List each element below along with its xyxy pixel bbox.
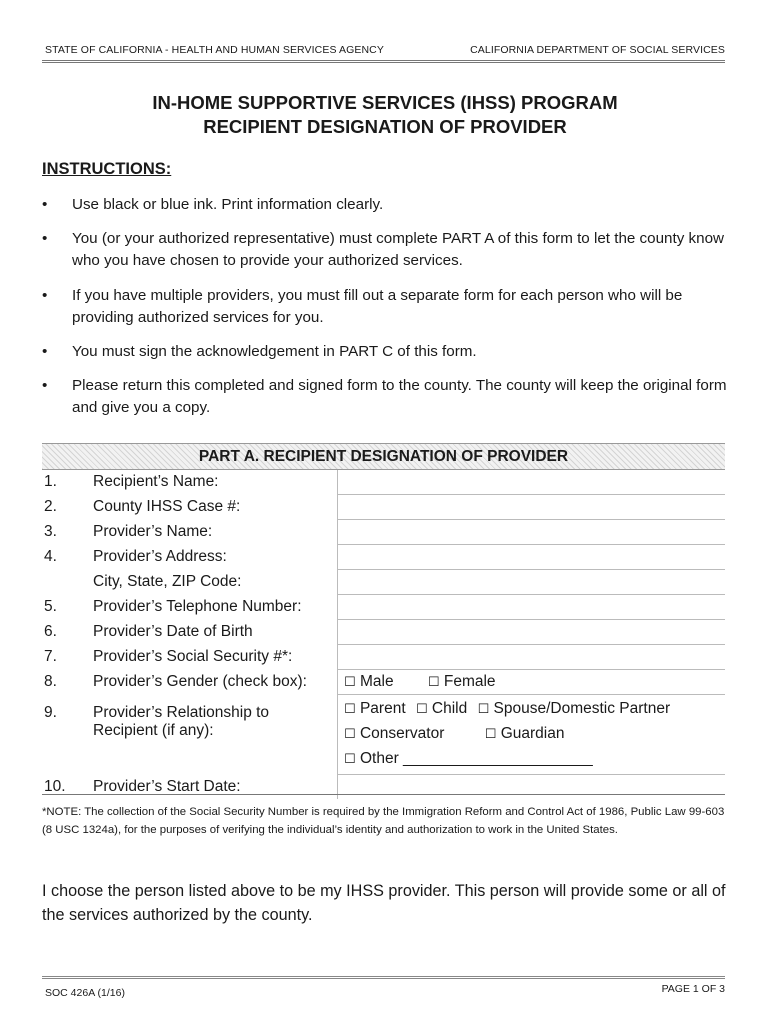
table-row — [42, 775, 725, 800]
row-number: 3. — [44, 523, 57, 540]
bullet-icon: • — [42, 377, 48, 394]
relationship-conservator-option[interactable] — [344, 722, 444, 747]
relationship-label-line1: Provider’s Relationship to — [93, 703, 270, 721]
case-number-field[interactable] — [338, 495, 726, 520]
relationship-label — [93, 695, 338, 775]
option-label: Other ______________________ — [359, 750, 593, 767]
date-of-birth-field[interactable] — [338, 620, 726, 645]
gender-male-option[interactable] — [344, 673, 394, 691]
instruction-text: Please return this completed and signed form to the county. The county will keep the original form and give you a copy. — [72, 377, 727, 416]
relationship-child-option[interactable] — [416, 697, 467, 722]
row-number: 10. — [44, 777, 66, 795]
row-number: 1. — [44, 473, 57, 491]
relationship-options — [338, 695, 726, 775]
table-row — [42, 470, 725, 495]
option-label: Conservator — [359, 725, 445, 742]
gender-label: Provider’s Gender (check box): — [93, 670, 338, 695]
start-date-label: Provider’s Start Date: — [93, 775, 338, 800]
telephone-label: Provider’s Telephone Number: — [93, 595, 338, 620]
instruction-text: You must sign the acknowledgement in PART C of this form. — [72, 343, 477, 360]
part-a-heading: PART A. RECIPIENT DESIGNATION OF PROVIDER — [42, 443, 725, 470]
bullet-icon: • — [42, 230, 48, 247]
telephone-field[interactable] — [338, 595, 726, 620]
row-number: 5. — [44, 598, 57, 615]
checkbox-icon[interactable]: ☐ — [344, 752, 356, 767]
checkbox-icon[interactable]: ☐ — [477, 702, 490, 717]
row-number: 8. — [44, 673, 57, 690]
checkbox-icon[interactable]: ☐ — [427, 675, 440, 690]
table-row — [42, 595, 725, 620]
city-state-zip-field[interactable] — [338, 570, 726, 595]
relationship-guardian-option[interactable] — [485, 722, 565, 747]
option-label: Female — [443, 673, 496, 690]
table-row — [42, 695, 725, 775]
option-label: Male — [359, 673, 394, 690]
provider-name-label: Provider’s Name: — [93, 520, 338, 545]
recipient-name-field[interactable] — [338, 470, 726, 495]
gender-options — [338, 670, 726, 695]
gender-female-option[interactable] — [428, 673, 496, 691]
bullet-icon: • — [42, 287, 48, 304]
relationship-label-line2: Recipient (if any): — [93, 721, 214, 739]
case-number-label: County IHSS Case #: — [93, 495, 338, 520]
row-number — [42, 570, 93, 595]
form-title-line2: RECIPIENT DESIGNATION OF PROVIDER — [203, 116, 567, 137]
option-label: Guardian — [500, 725, 565, 742]
table-row — [42, 645, 725, 670]
checkbox-icon[interactable]: ☐ — [344, 675, 356, 690]
instruction-text: If you have multiple providers, you must fill out a separate form for each person who will be providing authorized services for you. — [72, 287, 683, 326]
bullet-icon: • — [42, 343, 48, 360]
ssn-note: *NOTE: The collection of the Social Security Number is required by the Immigration Reform and Control Act of 1986, Public Law 99-603 (8 USC 1324a), for the purposes of verifying the individual’s identity and authorization to work in the United States. — [42, 806, 725, 836]
part-a-table — [42, 470, 725, 799]
instruction-text: You (or your authorized representative) must complete PART A of this form to let the county know who you have chosen to provide your authorized services. — [72, 230, 724, 269]
provider-address-label: Provider’s Address: — [93, 545, 338, 570]
bullet-icon: • — [42, 196, 48, 213]
recipient-name-label: Recipient’s Name: — [93, 470, 338, 495]
ssn-field[interactable] — [338, 645, 726, 670]
checkbox-icon[interactable]: ☐ — [484, 727, 497, 742]
row-number: 6. — [44, 623, 57, 640]
row-number: 9. — [44, 703, 57, 721]
ssn-label: Provider’s Social Security #*: — [93, 645, 338, 670]
provider-name-field[interactable] — [338, 520, 726, 545]
checkbox-icon[interactable]: ☐ — [344, 727, 356, 742]
department-header: CALIFORNIA DEPARTMENT OF SOCIAL SERVICES — [470, 44, 725, 56]
designation-statement: I choose the person listed above to be my IHSS provider. This person will provide some or all of the services authorized by the county. — [42, 882, 726, 924]
relationship-other-option[interactable] — [344, 747, 593, 772]
table-row — [42, 495, 725, 520]
provider-address-field[interactable] — [338, 545, 726, 570]
start-date-field[interactable] — [338, 775, 726, 800]
form-id: SOC 426A (1/16) — [45, 987, 125, 999]
city-state-zip-label: City, State, ZIP Code: — [93, 570, 338, 595]
instruction-text: Use black or blue ink. Print information clearly. — [72, 196, 384, 213]
option-label: Parent — [359, 700, 406, 717]
table-row — [42, 620, 725, 645]
table-row — [42, 570, 725, 595]
relationship-parent-option[interactable] — [344, 697, 406, 722]
instructions-heading: INSTRUCTIONS: — [42, 160, 172, 178]
page-number: PAGE 1 OF 3 — [661, 983, 725, 995]
date-of-birth-label: Provider’s Date of Birth — [93, 620, 338, 645]
row-number: 2. — [44, 498, 57, 515]
row-number: 4. — [44, 548, 57, 565]
agency-header: STATE OF CALIFORNIA - HEALTH AND HUMAN SERVICES AGENCY — [45, 44, 384, 56]
option-label: Spouse/Domestic Partner — [493, 700, 671, 717]
relationship-spouse-option[interactable] — [478, 697, 671, 722]
checkbox-icon[interactable]: ☐ — [344, 702, 356, 717]
header-divider — [42, 60, 725, 63]
table-row — [42, 545, 725, 570]
option-label: Child — [431, 700, 468, 717]
table-row — [42, 520, 725, 545]
checkbox-icon[interactable]: ☐ — [415, 702, 428, 717]
part-a-section — [42, 443, 725, 799]
row-number: 7. — [44, 648, 57, 665]
table-bottom-divider — [42, 794, 725, 795]
form-title-line1: IN-HOME SUPPORTIVE SERVICES (IHSS) PROGRAM — [152, 92, 618, 113]
table-row — [42, 670, 725, 695]
footer-divider — [42, 976, 725, 979]
